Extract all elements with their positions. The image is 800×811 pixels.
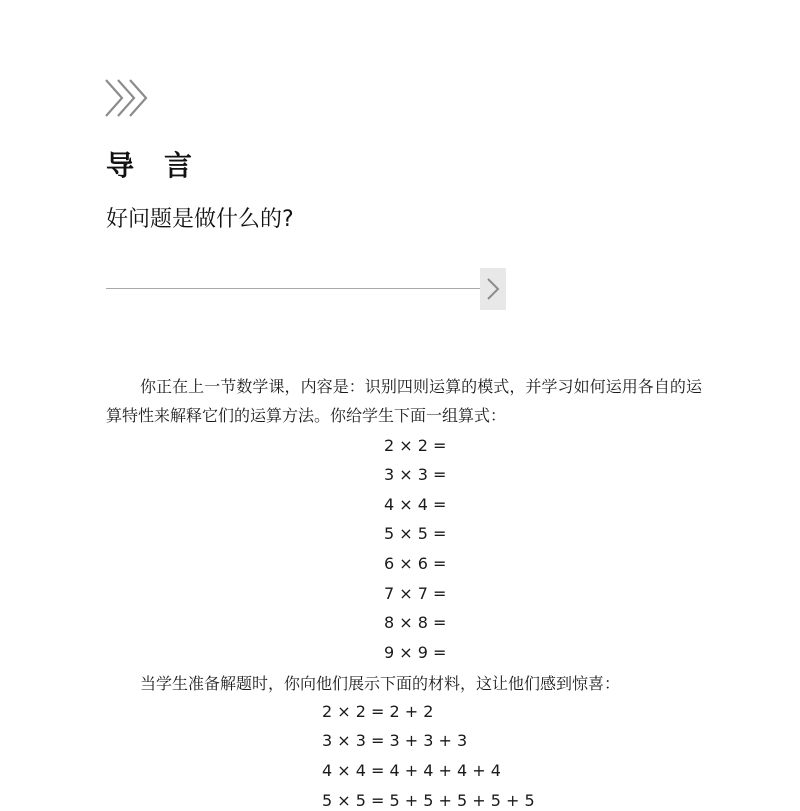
expanded-equation-line: 2 × 2 = 2 + 2 xyxy=(322,702,434,721)
equation-line: 7 × 7 = xyxy=(384,584,447,603)
expanded-equation-line: 5 × 5 = 5 + 5 + 5 + 5 + 5 xyxy=(322,791,535,810)
equation-line: 9 × 9 = xyxy=(384,643,447,662)
equation-line: 2 × 2 = xyxy=(384,436,447,455)
divider-end-box xyxy=(480,268,506,310)
followup-paragraph: 当学生准备解题时，你向他们展示下面的材料，这让他们感到惊喜： xyxy=(140,674,621,693)
equation-line: 5 × 5 = xyxy=(384,524,447,543)
chapter-subtitle: 好问题是做什么的? xyxy=(106,207,294,232)
equation-line: 3 × 3 = xyxy=(384,465,447,484)
expanded-equation-line: 3 × 3 = 3 + 3 + 3 xyxy=(322,731,468,750)
chapter-title: 导言 xyxy=(106,149,223,182)
expanded-equation-line: 4 × 4 = 4 + 4 + 4 + 4 xyxy=(322,761,501,780)
equation-line: 8 × 8 = xyxy=(384,613,447,632)
triple-chevron-right-icon xyxy=(104,78,152,118)
intro-paragraph: 你正在上一节数学课，内容是：识别四则运算的模式，并学习如何运用各自的运算特性来解释它们的运算方法。你给学生下面一组算式： xyxy=(106,377,702,425)
section-divider xyxy=(106,288,480,289)
chevron-right-icon xyxy=(484,277,502,301)
equation-line: 6 × 6 = xyxy=(384,554,447,573)
equation-line: 4 × 4 = xyxy=(384,495,447,514)
